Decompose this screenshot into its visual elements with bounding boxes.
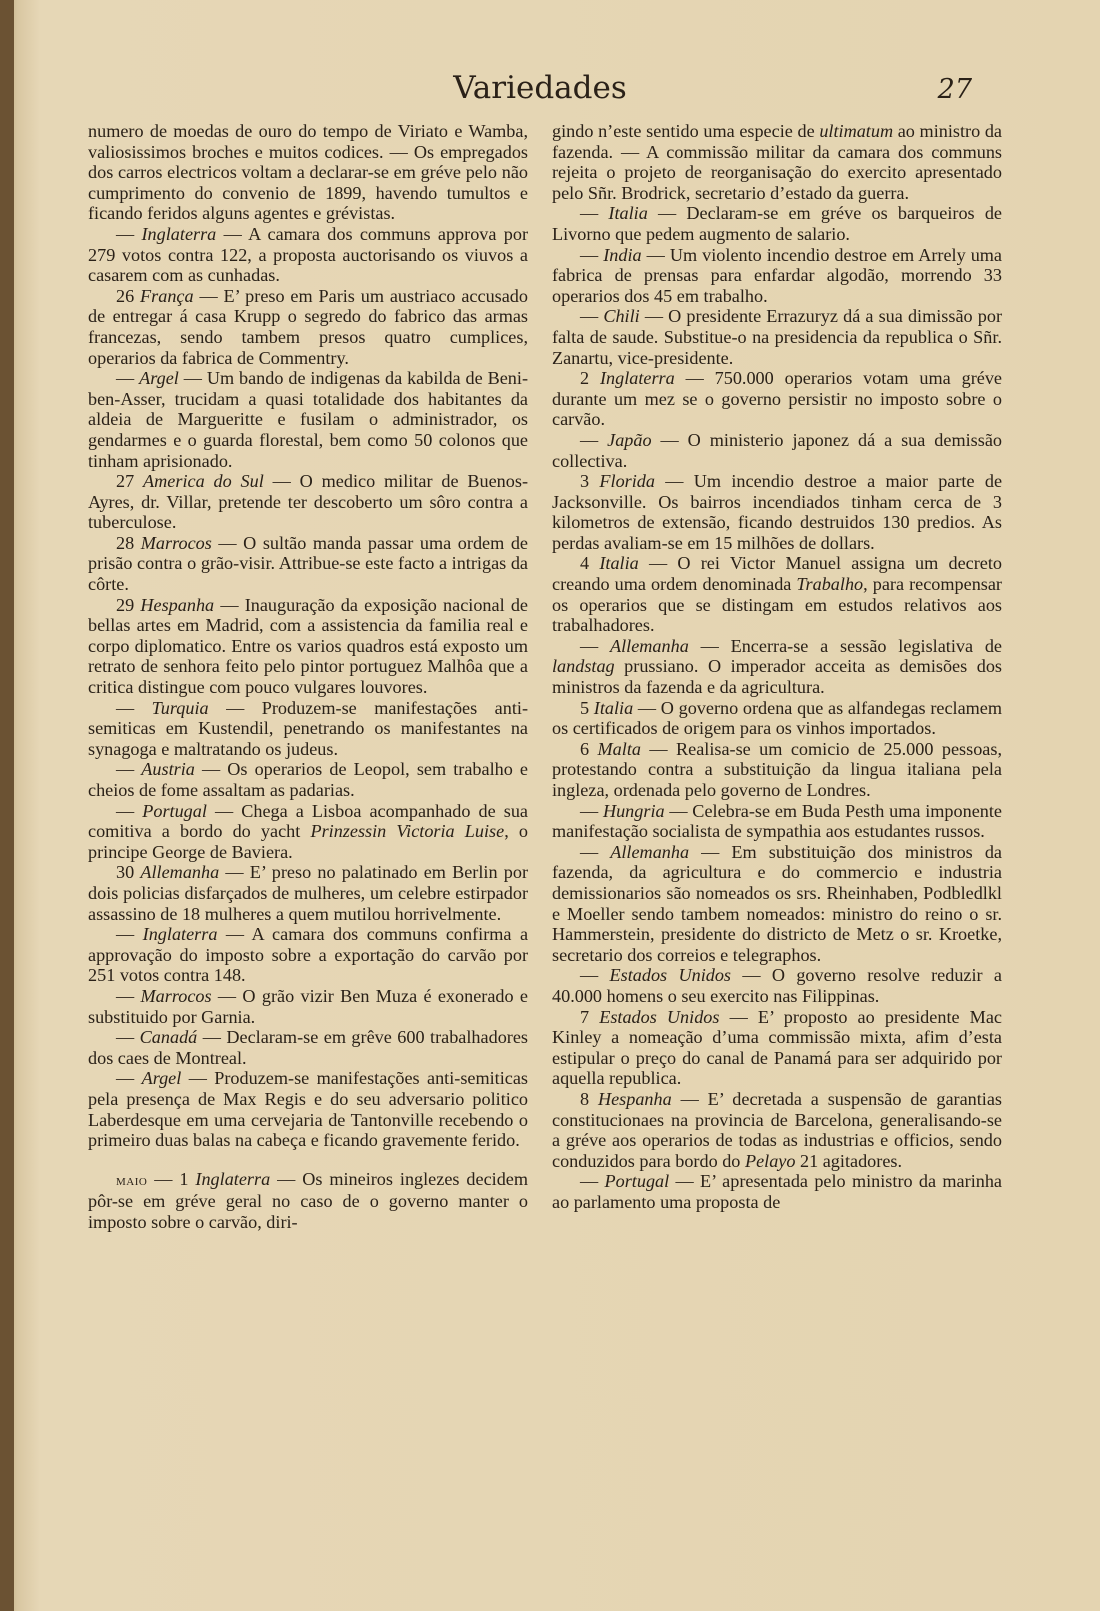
page-title: Variedades (453, 70, 627, 106)
text-run: — (116, 759, 142, 780)
italic-text: Marrocos (140, 985, 212, 1006)
text-run: 21 agitadores. (795, 1150, 903, 1171)
news-paragraph (552, 471, 1002, 553)
italic-text: Argel (141, 1068, 182, 1089)
text-run: — (580, 203, 609, 224)
text-run: — Os operarios de Leopol, sem trabalho e cheios de fome assaltam as padarias. (88, 759, 528, 800)
news-paragraph (88, 286, 528, 368)
news-paragraph (88, 471, 528, 533)
text-run: — Celebra-se em Buda Pesth uma imponente manifestação socialista de sympathia aos estudantes russos. (552, 800, 1002, 842)
text-run: — (116, 1068, 142, 1089)
italic-text: Turquia (151, 697, 209, 718)
text-run: — (116, 223, 142, 244)
italic-text: Allemanha (610, 635, 689, 656)
italic-text: ultimatum (819, 121, 894, 141)
news-paragraph (88, 801, 528, 863)
text-run: 6 (580, 738, 598, 759)
italic-text: Estados Unidos (599, 1006, 720, 1027)
italic-text: Canadá (139, 1027, 198, 1048)
italic-text: Pelayo (744, 1150, 796, 1171)
news-paragraph (88, 1068, 528, 1150)
news-paragraph (552, 801, 1002, 842)
italic-text: Florida (599, 471, 655, 492)
italic-text: India (603, 244, 642, 265)
italic-text: França (140, 285, 194, 306)
news-paragraph (88, 595, 528, 698)
news-paragraph (552, 1007, 1002, 1089)
text-run: — O rei Victor Manuel assigna um decreto creando uma ordem denominada (552, 553, 1002, 595)
italic-text: Portugal (142, 800, 207, 821)
text-run: — Um incendio destroe a maior parte de Jacksonville. Os bairros incendiados tinham cerca de 3 kilometros de extensão, ficando destruidos 130 predios. As perdas avaliam-se em 15 milhões de dollars. (552, 471, 1003, 553)
italic-text: Hungria (602, 800, 665, 821)
text-run: — 750.000 operarios votam uma gréve durante um mez se o governo persistir no imposto sobre o carvão. (552, 368, 1002, 430)
news-paragraph (88, 698, 528, 760)
left-column (88, 121, 528, 1232)
book-spine (0, 0, 14, 1611)
text-run: gindo n’este sentido uma especie de (552, 121, 820, 141)
news-paragraph (88, 986, 528, 1027)
italic-text: landstag (552, 656, 615, 677)
text-run: 8 (580, 1088, 598, 1109)
news-paragraph (88, 224, 528, 286)
text-run: — (580, 244, 604, 265)
text-run: , para recompensar os operarios que se distingam em estudos relativos aos trabalhadores. (552, 574, 1002, 636)
italic-text: America do Sul (143, 471, 264, 492)
news-paragraph (552, 965, 1002, 1006)
text-run: — O governo ordena que as alfandegas reclamem os certificados de origem para os vinhos importados. (552, 697, 1003, 739)
text-run: — Os mineiros inglezes decidem pôr-se em gréve geral no caso de o governo manter o imposto sobre o carvão, diri- (88, 1168, 529, 1232)
text-run: — (580, 800, 603, 821)
text-run: — A camara dos communs approva por 279 votos contra 122, a proposta auctorisando os viuvos a casarem com as cunhadas. (88, 223, 529, 286)
news-paragraph (88, 759, 528, 800)
text-run: — (580, 429, 608, 450)
text-run: ao ministro da fazenda. — A commissão militar da camara dos communs rejeita o projeto de reorganisação do exercito apresentado pelo Sñr. Brodrick, secretario d’estado da guerra. (552, 121, 1002, 203)
news-paragraph (88, 1027, 528, 1068)
text-run: 29 (116, 594, 141, 615)
text-run: — Declaram-se em gréve os barqueiros de Livorno que pedem augmento de salario. (552, 203, 1002, 244)
text-run: — Encerra-se a sessão legislativa de (688, 635, 1003, 656)
text-run: — (116, 368, 140, 389)
text-run: — Produzem-se manifestações anti-semiticas em Kustendil, penetrando os manifestantes na synagoga e maltratando os judeus. (88, 697, 529, 759)
italic-text: Hespanha (597, 1088, 672, 1109)
news-paragraph (552, 368, 1002, 430)
italic-text: Inglaterra (141, 223, 217, 244)
text-run: — (580, 1171, 605, 1192)
text-run: — Em substituição dos ministros da fazenda, da agricultura e do commercio e industria demissionarios são nomeados os srs. Rheinhaben, Podbledlkl e Moeller sendo tambem nomeados: ministro do reino o sr. Hammerstein, presidente do districto de Metz o sr. Kroetke, secretario dos correios e telegraphos. (552, 841, 1002, 965)
italic-text: Chili (603, 306, 640, 327)
news-paragraph (552, 203, 1002, 244)
text-run: — (116, 697, 152, 718)
italic-text: Estados Unidos (609, 965, 732, 986)
news-paragraph (552, 842, 1002, 966)
page-header (0, 70, 1100, 110)
text-run: — (580, 306, 604, 327)
text-run: 5 (580, 697, 594, 718)
text-run: — E’ preso no palatinado em Berlin por dois policias disfarçados de mulheres, um celebre estirpador assassino de 18 mulheres a quem mutilou horrivelmente. (88, 862, 529, 924)
news-paragraph (88, 121, 528, 224)
text-run: — Um violento incendio destroe em Arrely uma fabrica de prensas para enfardar algodão, morrendo 33 operarios dos 45 em trabalho. (552, 244, 1003, 306)
italic-text: Marrocos (140, 532, 212, 553)
text-run: 26 (116, 285, 141, 306)
news-paragraph (552, 245, 1002, 307)
text-run: numero de moedas de ouro do tempo de Viriato e Wamba, valiosissimos broches e muitos codices. — Os empregados dos carros electricos voltam a declarar-se em gréve pelo não cumprimento do convenio de 1899, havendo tumultos e ficando feridos alguns agentes e grévistas. (88, 121, 528, 224)
text-run: — Realisa-se um comicio de 25.000 pessoas, protestando contra a substituição da lingua italiana pela ingleza, ordenada pelo governo de Londres. (552, 738, 1002, 800)
italic-text: Italia (593, 697, 634, 718)
text-run: — Chega a Lisboa acompanhado de sua comitiva a bordo do yacht (88, 800, 528, 842)
text-run: — A camara dos communs confirma a approvação do imposto sobre a exportação do carvão por 251 votos contra 148. (88, 924, 529, 986)
text-run: — O presidente Errazuryz dá a sua dimissão por falta de saude. Substitue-o na presidencia da republica o Sñr. Zanartu, vice-presidente. (552, 306, 1002, 368)
text-run: — (580, 841, 611, 862)
text-run: maio (116, 1172, 148, 1189)
news-paragraph (552, 553, 1002, 635)
text-run: — (580, 965, 610, 986)
text-run: — E’ decretada a suspensão de garantias constitucionaes na provincia de Barcelona, generalisando-se a gréve aos operarios de todas as industrias e officios, sendo conduzidos para bordo do (552, 1088, 1002, 1171)
text-run: — O grão vizir Ben Muza é exonerado e substituido por Garnia. (88, 985, 528, 1027)
news-paragraph (552, 1171, 1002, 1212)
italic-text: Inglaterra (142, 924, 218, 945)
text-run: — E’ proposto ao presidente Mac Kinley a nomeação d’uma commissão mixta, afim d’esta estipular o preço do canal de Panamá para ser adquirido por aquella republica. (552, 1006, 1002, 1089)
italic-text: Allemanha (140, 862, 220, 883)
text-run: — O governo resolve reduzir a 40.000 homens o seu exercito nas Filippinas. (552, 965, 1003, 1006)
italic-text: Malta (597, 738, 641, 759)
text-run: — Inauguração da exposição nacional de bellas artes em Madrid, com a assistencia da familia real e corpo diplomatico. Entre os varios quadros está exposto um retrato de senhora feito pelo pintor portuguez Malhôa que a critica distingue com pouco vulgares louvores. (88, 594, 528, 698)
italic-text: Hespanha (140, 594, 215, 615)
page-number: 27 (937, 74, 972, 105)
news-paragraph (88, 924, 528, 986)
text-run: prussiano. O imperador acceita as demisões dos ministros da fazenda e da agricultura. (552, 656, 1002, 698)
right-column (552, 121, 1002, 1212)
italic-text: Italia (608, 203, 648, 224)
text-run: , o principe George de Baviera. (88, 821, 528, 862)
text-run: — E’ apresentada pelo ministro da marinha ao parlamento uma proposta de (552, 1171, 1003, 1212)
news-paragraph (88, 1169, 528, 1233)
italic-text: Allemanha (610, 841, 690, 862)
news-paragraph (552, 739, 1002, 801)
italic-text: Austria (141, 759, 195, 780)
text-run: 28 (116, 532, 141, 553)
text-run: — Um bando de indigenas da kabilda de Beni-ben-Asser, trucidam a quasi totalidade dos habitantes da aldeia de Margueritte e fusilam o administrador, os gendarmes e o guarda florestal, bem como 50 colonos que tinham aprisionado. (88, 368, 529, 471)
text-run: — Declaram-se em grêve 600 trabalhadores dos caes de Montreal. (88, 1027, 528, 1068)
news-paragraph (552, 1089, 1002, 1171)
italic-text: Trabalho (796, 574, 864, 595)
news-paragraph (552, 636, 1002, 698)
news-paragraph (88, 533, 528, 595)
italic-text: Prinzessin Victoria Luise (310, 821, 505, 842)
text-run: — O ministerio japonez dá a sua demissão collectiva. (552, 429, 1002, 471)
italic-text: Portugal (604, 1171, 670, 1192)
text-run: — O medico militar de Buenos-Ayres, dr. Villar, pretende ter descoberto um sôro contra a tuberculose. (88, 471, 529, 533)
news-paragraph (552, 306, 1002, 368)
italic-text: Italia (599, 553, 639, 574)
text-run: — (580, 635, 610, 656)
text-run: — (116, 800, 143, 821)
italic-text: Inglaterra (599, 368, 675, 389)
news-paragraph (552, 121, 1002, 203)
news-paragraph (88, 368, 528, 471)
text-run: 2 (580, 368, 600, 389)
text-run: 3 (580, 471, 600, 492)
text-run: — (116, 924, 143, 945)
text-run: 7 (580, 1006, 600, 1027)
text-run: — Produzem-se manifestações anti-semiticas pela presença de Max Regis e do seu adversario politico Laberdesque em uma cervejaria de Tantonville recebendo o primeiro duas balas na cabeça e ficando gravemente ferido. (88, 1068, 528, 1151)
text-run: 27 (116, 471, 144, 492)
news-paragraph (552, 430, 1002, 471)
text-run: — (116, 1027, 140, 1048)
italic-text: Japão (607, 429, 652, 450)
italic-text: Inglaterra (195, 1168, 271, 1189)
text-run: — O sultão manda passar uma ordem de prisão contra o grão-visir. Attribue-se este facto a intrigas da côrte. (88, 532, 529, 595)
text-run: — (116, 985, 141, 1006)
italic-text: Argel (139, 368, 179, 389)
text-run: — E’ preso em Paris um austriaco accusado de entregar á casa Krupp o segredo do fabrico das armas francezas, sendo tambem presos quatro cumplices, operarios da fabrica de Commentry. (88, 285, 528, 368)
news-paragraph (552, 698, 1002, 739)
news-paragraph (88, 862, 528, 924)
text-run: — 1 (147, 1168, 196, 1189)
text-run: 4 (580, 553, 600, 574)
text-run: 30 (116, 862, 141, 883)
